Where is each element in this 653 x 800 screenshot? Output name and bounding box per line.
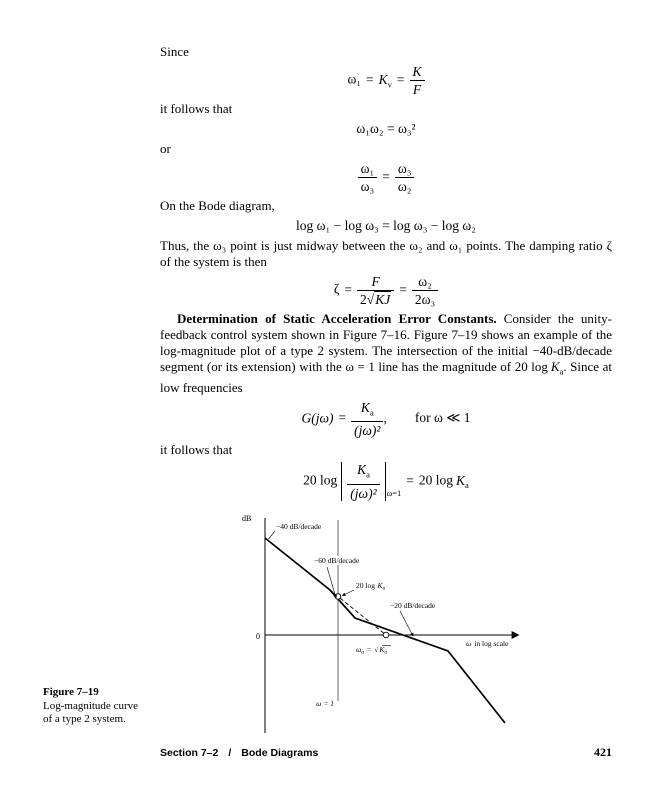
figure-caption-title: Figure 7–19: [43, 686, 99, 698]
math-term: log ω₁ − log ω₃ = log ω₃ − log ω₂: [296, 218, 476, 233]
evaluation-bars: [341, 462, 385, 501]
math-term: ω₁: [347, 71, 362, 87]
slope-40-leader-line: [269, 531, 276, 539]
footer-separator: /: [228, 747, 232, 759]
equation-20log-ka: 20 log $\frac{K_a}{\text{(jω)²}}$ $_{\omega=1}$= 20 $\log K_a$: [303, 462, 469, 501]
fraction: $\frac{K_a}{\text{(jω)²}}$: [351, 400, 383, 439]
slope-60-arrow: [327, 567, 336, 598]
figure-caption-text: Log-magnitude curve: [43, 699, 138, 712]
condition-text: for ω ≪ 1: [414, 410, 471, 426]
figure-7-19: [230, 505, 536, 755]
math-term: ζ: [333, 281, 340, 297]
para-on-bode: [160, 198, 612, 214]
page-number: 421: [594, 745, 612, 759]
body-text: . Since at low frequencies: [160, 359, 612, 395]
math-term: 20 log: [303, 472, 338, 488]
para-thus: [160, 238, 612, 270]
math-term: $K_v$: [378, 71, 392, 90]
fraction: $\frac{\text{ω₂}}{\text{2ω₃}}$: [412, 274, 438, 307]
slope-20-label: −20 dB/decade: [390, 601, 436, 610]
equals-sign: =: [406, 472, 414, 488]
para-or: [160, 141, 612, 157]
slope-60-label: −60 dB/decade: [314, 556, 360, 565]
body-text: or: [160, 141, 171, 156]
section-subheading: Determination of Static Acceleration Error Constants.: [177, 311, 497, 326]
db-axis-label: dB: [242, 514, 252, 523]
figure-caption-text: of a type 2 system.: [43, 713, 126, 725]
gain-arrow: [343, 590, 355, 596]
footer-section-title: Section 7–2 / Bode Diagrams: [160, 747, 319, 759]
crossover-point-circle: [383, 632, 389, 638]
para-since: [160, 44, 612, 60]
frequency-axis-label: ω in log scale: [466, 639, 509, 648]
fraction: $\frac{\text{ω₁}}{\text{ω₃}}$: [358, 161, 378, 194]
body-text: it follows that: [160, 442, 233, 458]
equals-sign: =: [366, 71, 374, 87]
para-it-follows-2: [160, 442, 612, 458]
equation-transfer-function: [160, 400, 612, 439]
omega-1-label: ω = 1: [316, 699, 334, 708]
fraction: $\frac{F}{2√KJ}$: [357, 274, 394, 307]
body-text: Consider the unity-feedback control system shown in Figure 7–16. Figure 7–19 shows an example of the log-magnitude plot of a type 2 system. The intersection of the initial −40-dB/decade segment (or its extension) with the ω = 1 line has the magnitude of 20 log: [160, 311, 612, 374]
figure-caption: [43, 686, 163, 727]
equals-sign: =: [338, 410, 347, 426]
radical-sign: √: [366, 292, 375, 307]
body-text: On the Bode diagram,: [160, 198, 275, 213]
equation-damping-ratio: [160, 274, 612, 307]
body-text: Since: [160, 44, 189, 59]
para-acceleration-heading: Determination of Static Acceleration Error Constants. Consider the unity-feedback control system shown in Figure 7–16. Figure 7–19 shows an example of the log-magnitude plot of a type 2 system. The intersection of the initial −40-dB/decade segment (or its extension) with the ω = 1 line has the magnitude of 20 $\log K_a$. Since at low frequencies: [160, 311, 612, 395]
origin-zero-label: 0: [256, 632, 260, 641]
page-footer: [160, 745, 612, 760]
equation-log-midpoint: [160, 218, 612, 234]
slope-40-label: −40 dB/decade: [276, 522, 322, 531]
equals-sign: =: [344, 281, 353, 297]
para-it-follows: [160, 101, 612, 117]
math-term: 20 log: [418, 472, 454, 488]
main-text-column: [160, 44, 612, 505]
equals-sign: =: [382, 168, 390, 184]
equation-omega1-kv: [160, 64, 612, 97]
body-text: Thus, the ω₃ point is just midway between the ω₂ and ω₁ points. The damping ratio ζ of the system is then: [160, 238, 612, 269]
slope-20-arrow: [400, 611, 413, 636]
comma: ,: [383, 410, 387, 426]
math-term: G(jω): [301, 410, 334, 426]
math-term: ω₁ω₂ = ω₃²: [356, 121, 416, 136]
log-magnitude-curve: [265, 538, 505, 723]
equation-omega-ratio: [160, 161, 612, 194]
fraction: $\frac{K_a}{\text{(jω)²}}$: [347, 462, 379, 501]
fraction: $\frac{K}{F}$: [410, 64, 425, 97]
gain-point-circle: [335, 594, 341, 600]
equals-sign: =: [396, 71, 405, 87]
evaluated-at-subscript: ω=1: [386, 488, 402, 499]
bode-diagram-svg: [230, 505, 536, 755]
body-text: it follows that: [160, 101, 233, 116]
equation-omega-product: [160, 121, 612, 137]
fraction: $\frac{\text{ω₃}}{\text{ω₂}}$: [395, 161, 415, 194]
equals-sign: =: [399, 281, 407, 297]
gain-label: 20 $\log K_a$: [356, 581, 385, 592]
omega-a-label: $\omega_a = √K_a$: [356, 645, 388, 656]
